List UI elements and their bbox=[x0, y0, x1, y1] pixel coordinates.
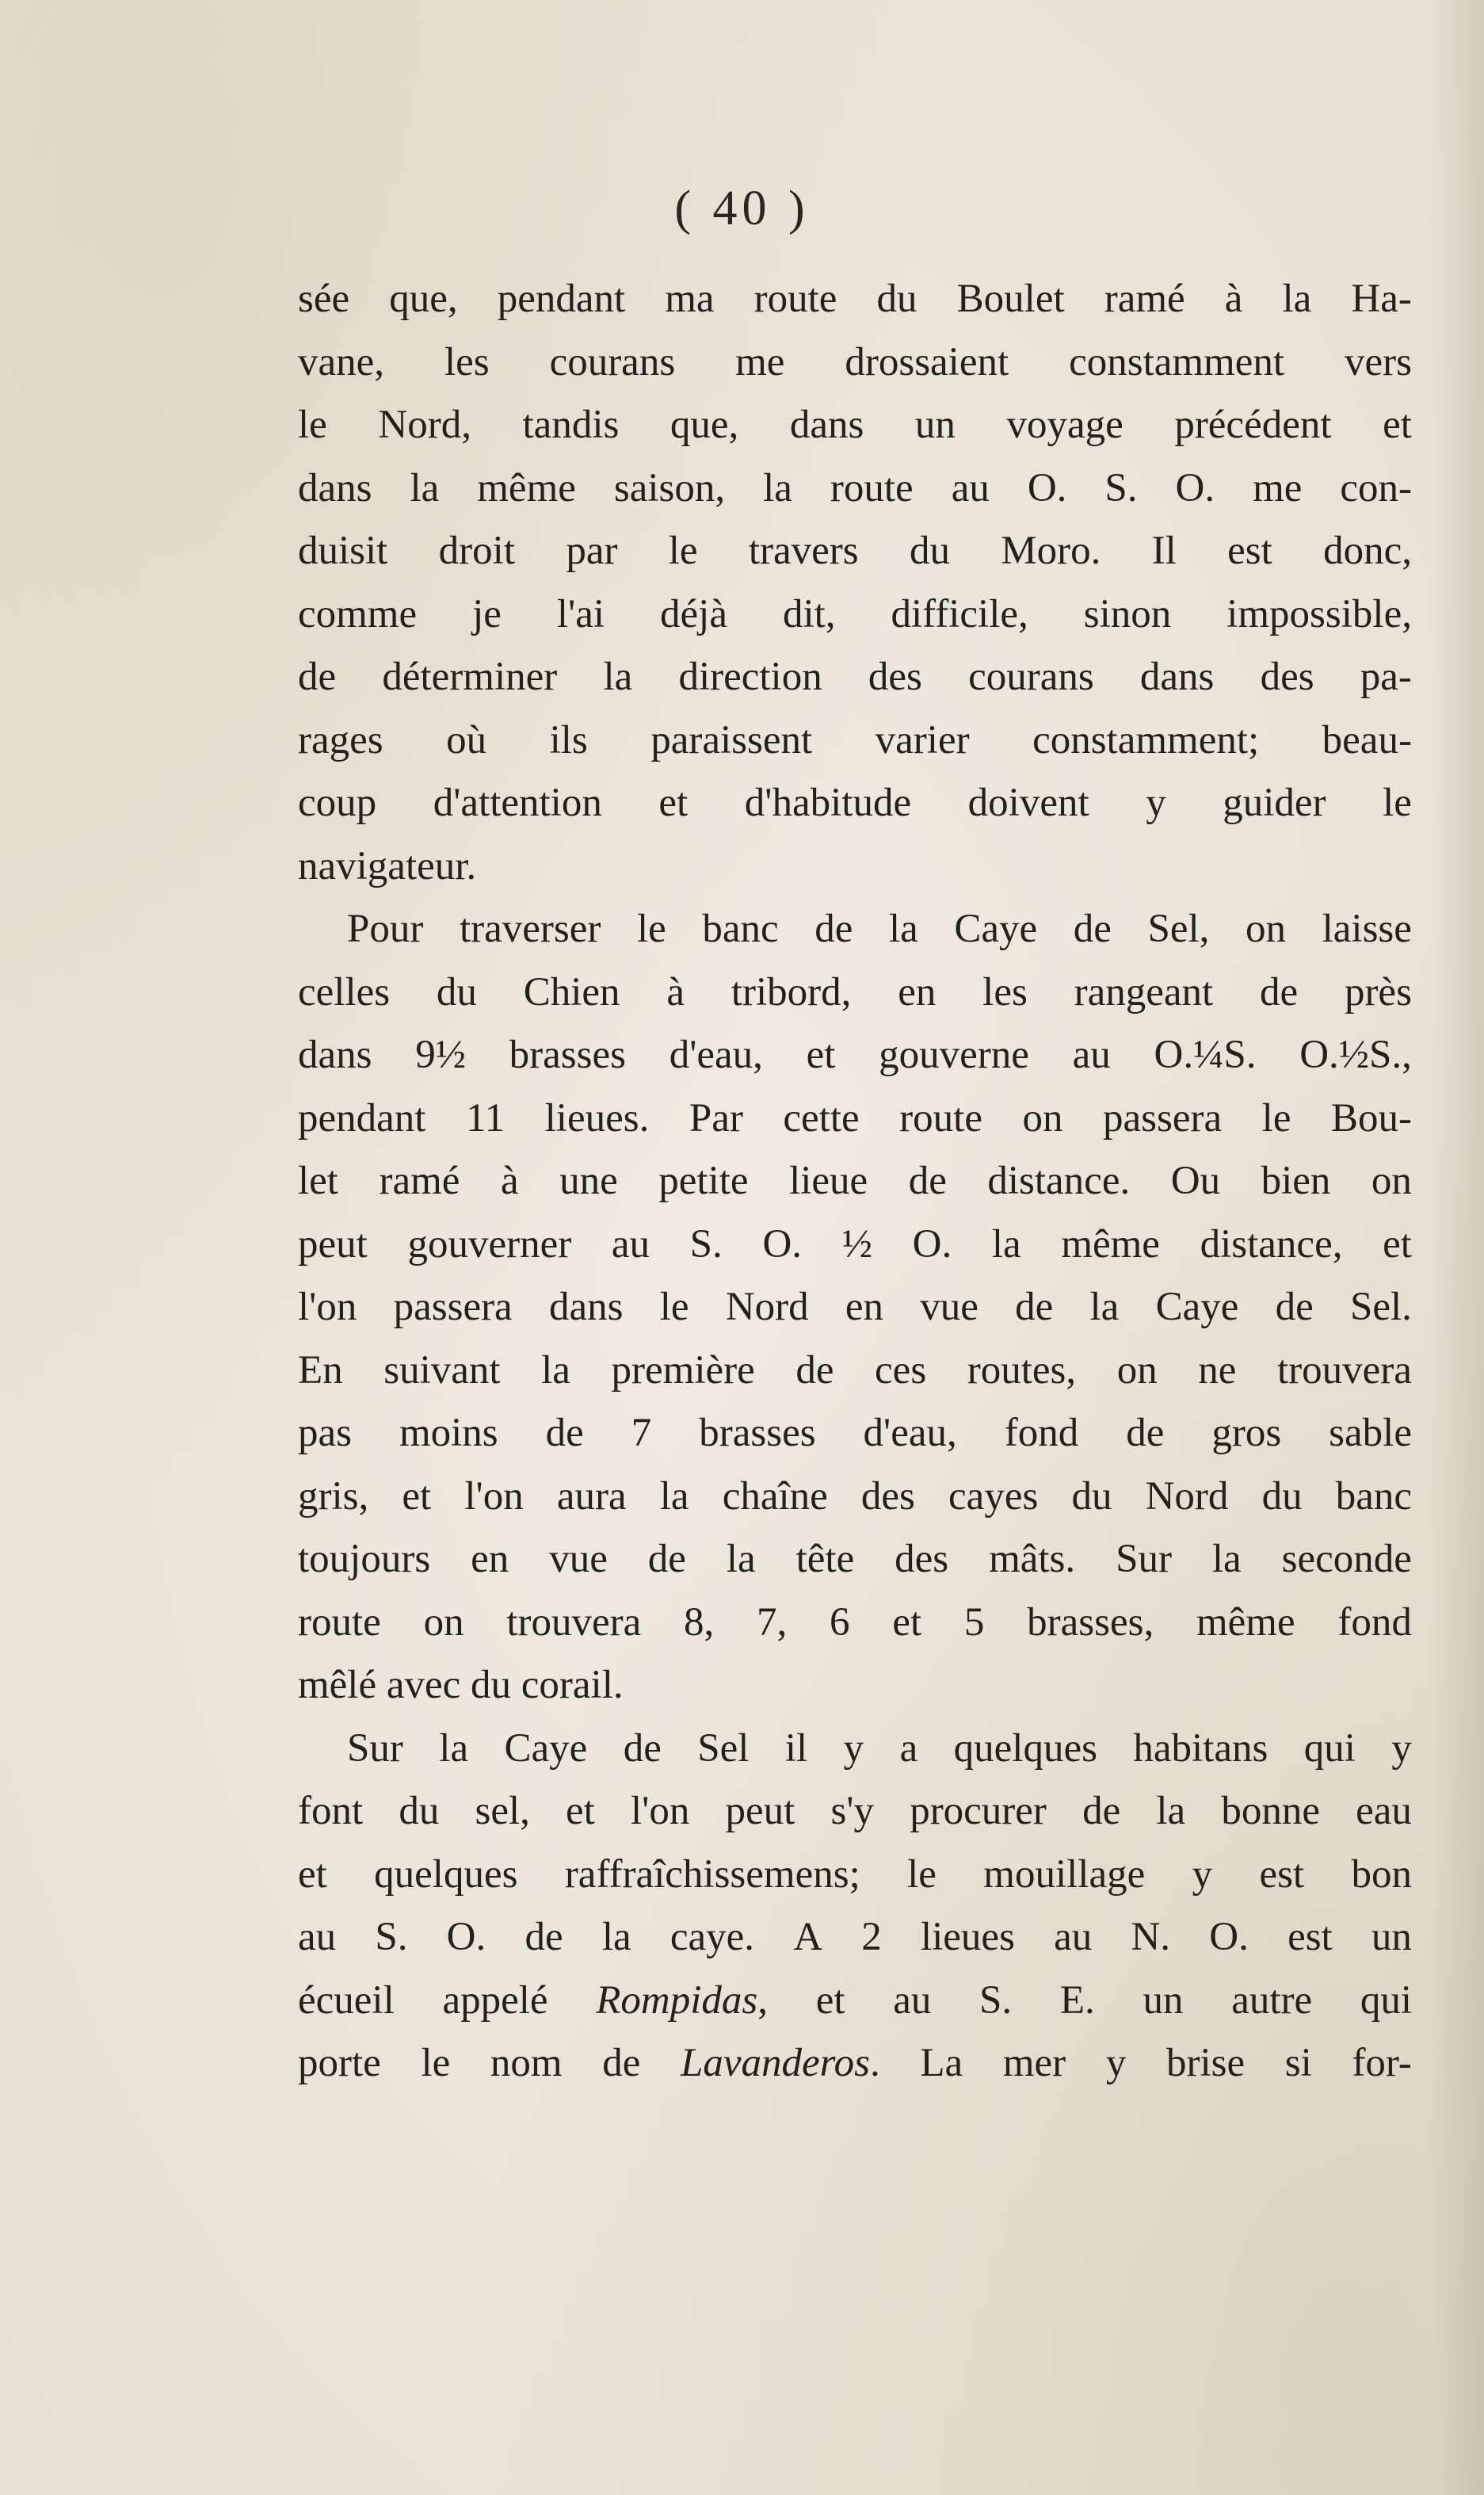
text-line: de déterminer la direction des courans dans des pa- bbox=[298, 655, 1412, 699]
text-line: font du sel, et l'on peut s'y procurer de la bonne eau bbox=[298, 1789, 1412, 1833]
text-line: mêlé avec du corail. bbox=[298, 1663, 624, 1707]
text-line: écueil appelé Rompidas, et au S. E. un autre qui bbox=[298, 1977, 1412, 2023]
text-line: gris, et l'on aura la chaîne des cayes du Nord du banc bbox=[298, 1473, 1412, 1519]
text-line: dans la même saison, la route au O. S. O. me con- bbox=[298, 465, 1412, 510]
text-line: comme je l'ai déjà dit, difficile, sinon impossible, bbox=[298, 591, 1412, 636]
text-line: et quelques raffraîchissemens; le mouillage y est bon bbox=[298, 1851, 1412, 1897]
text-line: route on trouvera 8, 7, 6 et 5 brasses, même fond bbox=[298, 1599, 1412, 1645]
text-line: duisit droit par le travers du Moro. Il est donc, bbox=[298, 529, 1412, 573]
text-line: l'on passera dans le Nord en vue de la Caye de Sel. bbox=[298, 1285, 1412, 1329]
text-line: coup d'attention et d'habitude doivent y guider le bbox=[298, 781, 1412, 825]
text-line: pendant 11 lieues. Par cette route on passera le Bou- bbox=[298, 1095, 1412, 1141]
page-edge-shadow bbox=[1429, 0, 1484, 2495]
text-line: porte le nom de Lavanderos. La mer y brise si for- bbox=[298, 2041, 1412, 2085]
text-line: celles du Chien à tribord, en les rangeant de près bbox=[298, 969, 1412, 1014]
text-line: navigateur. bbox=[298, 843, 477, 888]
text-line: En suivant la première de ces routes, on ne trouvera bbox=[298, 1347, 1412, 1393]
text-line: au S. O. de la caye. A 2 lieues au N. O. est un bbox=[298, 1915, 1412, 1959]
text-line: let ramé à une petite lieue de distance. Ou bien on bbox=[298, 1159, 1412, 1203]
page-number: ( 40 ) bbox=[674, 181, 810, 235]
text-line: Pour traverser le banc de la Caye de Sel, on laisse bbox=[347, 907, 1412, 951]
text-line: Sur la Caye de Sel il y a quelques habitans qui y bbox=[347, 1725, 1412, 1771]
text-line: vane, les courans me drossaient constamment vers bbox=[298, 339, 1412, 384]
text-line: rages où ils paraissent varier constamment; beau- bbox=[298, 717, 1412, 762]
text-line: peut gouverner au S. O. ½ O. la même distance, et bbox=[298, 1221, 1412, 1267]
text-line: toujours en vue de la tête des mâts. Sur la seconde bbox=[298, 1537, 1412, 1581]
text-line: pas moins de 7 brasses d'eau, fond de gros sable bbox=[298, 1411, 1412, 1455]
text-line: sée que, pendant ma route du Boulet ramé à la Ha- bbox=[298, 277, 1412, 321]
text-line: dans 9½ brasses d'eau, et gouverne au O.¼S. O.½S., bbox=[298, 1033, 1412, 1077]
text-line: le Nord, tandis que, dans un voyage précédent et bbox=[298, 403, 1412, 447]
body-text bbox=[298, 268, 1412, 2096]
